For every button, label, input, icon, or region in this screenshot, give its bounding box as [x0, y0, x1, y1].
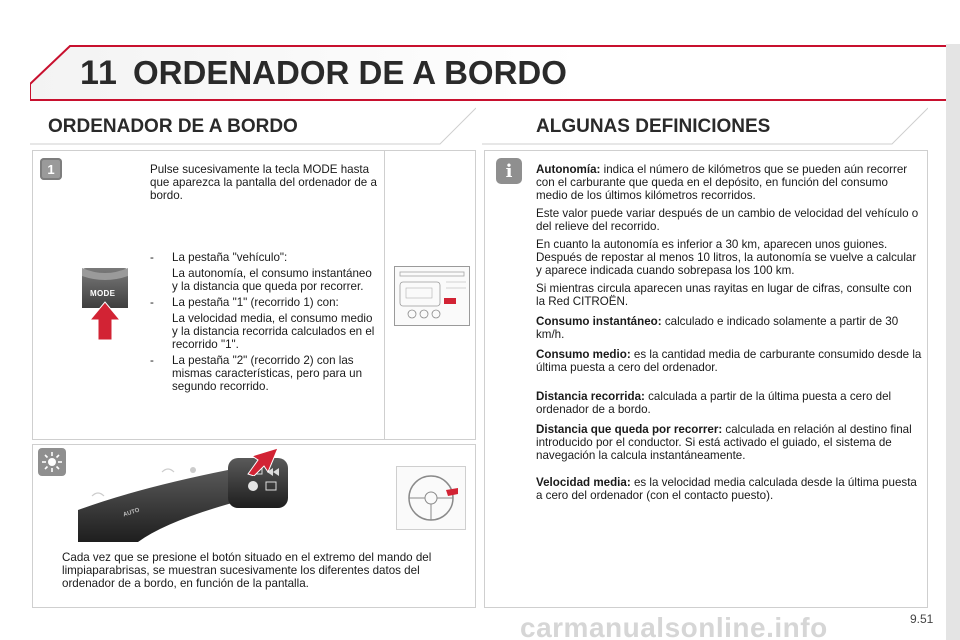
definition-consumo-instantaneo: Consumo instantáneo: calculado e indicado solamente a partir de 30 km/h.	[536, 315, 899, 341]
list-item: - La pestaña "vehículo":	[150, 251, 288, 264]
dashboard-radio-illustration	[394, 266, 470, 326]
mode-key-label: MODE	[90, 289, 116, 298]
step-badge: 1	[40, 158, 62, 180]
definitions-list	[536, 163, 922, 507]
watermark-logo: carmanualsonline.info	[520, 612, 828, 640]
mode-key-illustration	[80, 268, 130, 340]
definition-autonomia: Autonomía: indica el número de kilómetros que se pueden aún recorrer con el carburante que queda en el depósito, en función del consumo medio de los últimos kilómetros recorridos.	[536, 163, 908, 202]
red-arrow-icon	[246, 446, 280, 476]
definition-velocidad-media: Velocidad media: es la velocidad media calculada desde la última puesta a cero del ordenador (con el contacto puesto).	[536, 476, 917, 502]
list-item: - La pestaña "2" (recorrido 2) con las mismas características, pero para un segundo recorrido.	[150, 354, 363, 393]
steering-wheel-illustration	[396, 466, 466, 530]
list-item-detail: La velocidad media, el consumo medio y la distancia recorrida calculados en el recorrido "1".	[172, 312, 375, 351]
side-margin-bar	[946, 44, 960, 640]
wiper-stalk-text: Cada vez que se presione el botón situado en el extremo del mando del limpiaparabrisas, se muestran sucesivamente los diferentes datos del ordenador de a bordo, en función de la pantalla.	[62, 551, 432, 590]
list-item: - La pestaña "1" (recorrido 1) con:	[150, 296, 339, 309]
definition-note: En cuanto la autonomía es inferior a 30 km, aparecen unos guiones. Después de repostar al menos 10 litros, la autonomía se vuelve a calcular y aparece indicada cuando sobrepasa los 100 km.	[536, 238, 917, 277]
list-item-detail: La autonomía, el consumo instantáneo y la distancia que queda por recorrer.	[172, 267, 372, 293]
definition-consumo-medio: Consumo medio: es la cantidad media de carburante consumido desde la última puesta a cero del ordenador.	[536, 348, 922, 374]
info-icon: i	[496, 158, 522, 184]
lighting-sun-icon	[38, 448, 66, 476]
page-number: 9.51	[910, 612, 934, 626]
tab-list	[150, 251, 378, 393]
mode-intro-text: Pulse sucesivamente la tecla MODE hasta que aparezca la pantalla del ordenador de a bordo.	[150, 163, 377, 202]
right-section-title: ALGUNAS DEFINICIONES	[536, 116, 771, 137]
definition-distancia-que-queda: Distancia que queda por recorrer: calculada en relación al destino final introducido por el conductor. Si está activado el guiado, el sistema de navegación la calcula instantáneamente.	[536, 423, 912, 462]
panel-divider	[384, 150, 385, 440]
chapter-number: 11	[80, 54, 118, 92]
definition-note: Este valor puede variar después de un cambio de velocidad del vehículo o del relieve del recorrido.	[536, 207, 919, 233]
chapter-title: ORDENADOR DE A BORDO	[133, 54, 567, 91]
stalk-auto-label: AUTO	[122, 507, 141, 519]
definition-distancia-recorrida: Distancia recorrida: calculada a partir de la última puesta a cero del ordenador de a bordo.	[536, 390, 892, 416]
left-section-title: ORDENADOR DE A BORDO	[48, 116, 298, 137]
definition-note: Si mientras circula aparecen unas rayitas en lugar de cifras, consulte con la Red CITROËN.	[536, 282, 912, 308]
